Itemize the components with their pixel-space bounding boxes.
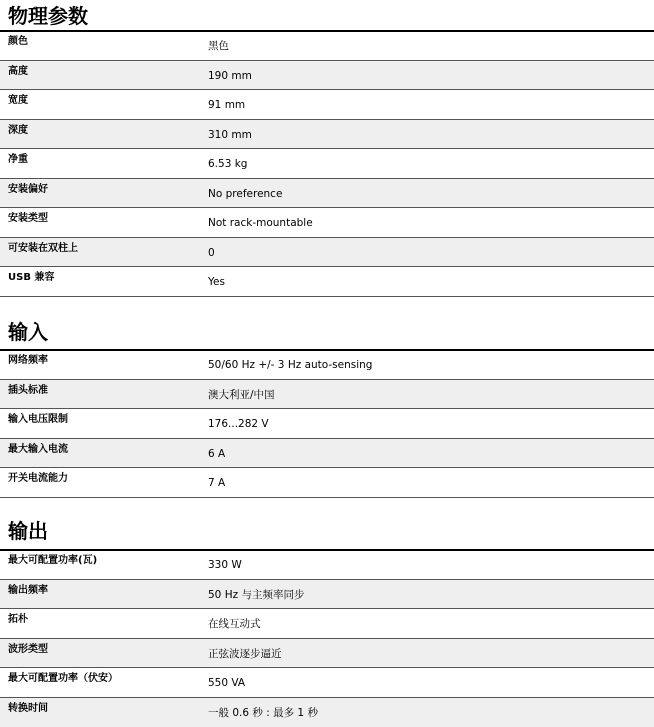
spec-table [0, 31, 654, 297]
row-value: 6 A [208, 448, 225, 460]
table-row [0, 380, 654, 410]
row-label: 最大可配置功率（伏安） [8, 673, 118, 685]
row-label: 净重 [8, 154, 28, 166]
row-label: 拓朴 [8, 614, 28, 626]
row-value: 50 Hz 与主频率同步 [208, 589, 304, 601]
table-row [0, 179, 654, 209]
table-row [0, 31, 654, 61]
spec-table [0, 550, 654, 727]
table-row [0, 149, 654, 179]
table-row [0, 698, 654, 727]
table-row [0, 208, 654, 238]
row-value: No preference [208, 188, 282, 200]
table-row [0, 609, 654, 639]
row-value: 310 mm [208, 129, 252, 141]
row-value: 澳大利亚/中国 [208, 389, 275, 401]
row-label: 开关电流能力 [8, 473, 68, 485]
table-row [0, 120, 654, 150]
row-value: 正弦波逐步逼近 [208, 648, 282, 660]
table-row [0, 468, 654, 498]
row-label: 最大可配置功率(瓦) [8, 555, 97, 567]
section-title: 物理参数 [8, 4, 88, 28]
table-row [0, 439, 654, 469]
row-label: 宽度 [8, 95, 28, 107]
section-title: 输出 [8, 519, 48, 543]
row-divider [0, 296, 654, 297]
row-value: 550 VA [208, 677, 245, 689]
spec-table [0, 350, 654, 498]
row-value: Yes [208, 276, 225, 288]
row-label: 波形类型 [8, 644, 48, 656]
row-value: Not rack-mountable [208, 217, 313, 229]
row-label: 可安装在双柱上 [8, 243, 78, 255]
section-title: 输入 [8, 320, 48, 344]
table-row [0, 350, 654, 380]
row-value: 176...282 V [208, 418, 269, 430]
row-value: 190 mm [208, 70, 252, 82]
table-row [0, 639, 654, 669]
table-row [0, 550, 654, 580]
row-label: 插头标准 [8, 385, 48, 397]
row-value: 6.53 kg [208, 158, 247, 170]
table-row [0, 61, 654, 91]
row-value: 一般 0.6 秒 : 最多 1 秒 [208, 707, 318, 719]
row-value: 7 A [208, 477, 225, 489]
row-label: 颜色 [8, 36, 28, 48]
row-label: 输入电压限制 [8, 414, 68, 426]
row-label: 输出频率 [8, 585, 48, 597]
row-label: 转换时间 [8, 703, 48, 715]
table-row [0, 238, 654, 268]
row-label: 高度 [8, 66, 28, 78]
table-row [0, 90, 654, 120]
row-label: 安装类型 [8, 213, 48, 225]
row-label: 安装偏好 [8, 184, 48, 196]
table-row [0, 267, 654, 297]
row-value: 0 [208, 247, 215, 259]
table-row [0, 668, 654, 698]
row-value: 黑色 [208, 40, 229, 52]
table-row [0, 409, 654, 439]
row-value: 50/60 Hz +/- 3 Hz auto-sensing [208, 359, 372, 371]
row-label: 深度 [8, 125, 28, 137]
table-row [0, 580, 654, 610]
row-divider [0, 497, 654, 498]
row-label: USB 兼容 [8, 272, 54, 284]
row-value: 330 W [208, 559, 242, 571]
row-label: 最大输入电流 [8, 444, 68, 456]
row-label: 网络频率 [8, 355, 48, 367]
row-value: 在线互动式 [208, 618, 261, 630]
row-value: 91 mm [208, 99, 245, 111]
